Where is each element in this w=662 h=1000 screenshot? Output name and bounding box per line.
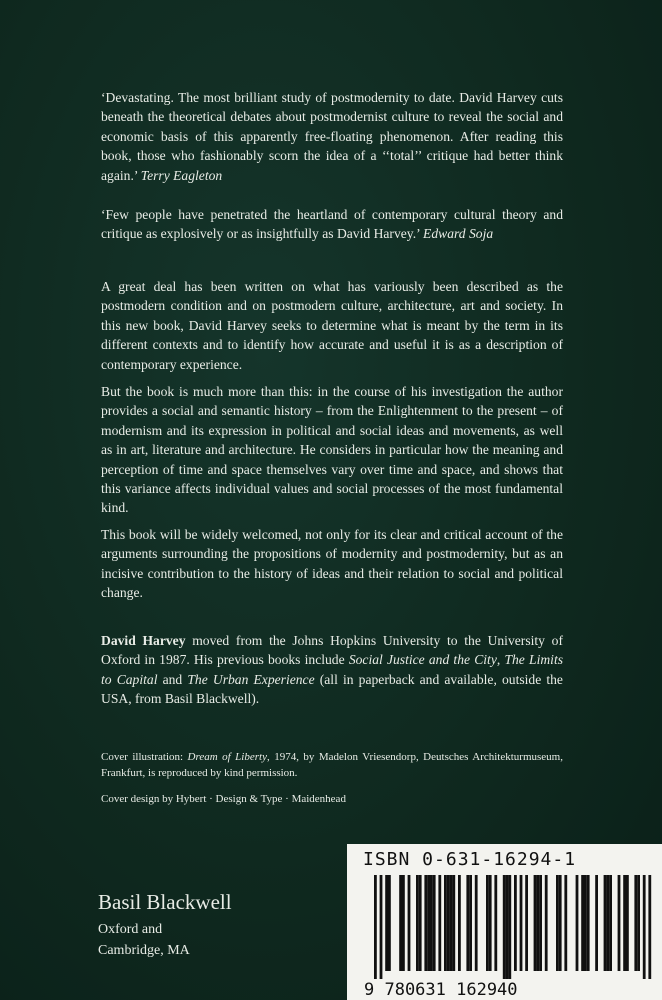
barcode-bar xyxy=(419,875,422,971)
barcode-bar xyxy=(466,875,469,971)
barcode-bar xyxy=(452,875,455,971)
barcode-bar xyxy=(399,875,402,971)
barcode-bar xyxy=(494,875,497,971)
barcode-bar xyxy=(539,875,542,971)
book-title: The Limits to Capital xyxy=(101,652,564,687)
publisher-imprint xyxy=(98,889,232,961)
barcode-icon xyxy=(360,873,660,998)
barcode-bar xyxy=(637,875,640,971)
isbn-label: ISBN 0-631-16294-1 xyxy=(363,849,577,870)
quote-author: Terry Eagleton xyxy=(140,167,223,183)
barcode-bar xyxy=(556,875,559,971)
barcode-bar xyxy=(545,875,548,971)
paragraph-text: A great deal has been written on what has variously been described as the postmodern condition and on postmodern culture, architecture, art and society. In this new book, David Harvey seeks to determine what is meant by the term in its different contexts and to identify how accurate and useful it is as a description of contemporary experience. xyxy=(101,279,563,372)
barcode-bar xyxy=(534,875,537,971)
bio-separator: , xyxy=(496,652,505,668)
description-paragraph-1 xyxy=(101,277,563,374)
bio-text: moved from the Johns Hopkins University to the University of Oxford in 1987. His previous books include xyxy=(101,633,563,668)
barcode-bar xyxy=(486,875,489,971)
barcode-bar xyxy=(424,875,427,971)
quote-soja xyxy=(101,205,563,244)
publisher-location xyxy=(98,919,232,961)
barcode-bar xyxy=(520,875,523,971)
bio-text: (all in paperback and available, outside the USA, from Basil Blackwell). xyxy=(101,671,563,707)
quote-text: ‘Few people have penetrated the heartland of contemporary cultural theory and critique as explosively or as insightfully as David Harvey.’ xyxy=(101,207,563,242)
bio-separator: and xyxy=(157,671,188,687)
credit-suffix: , 1974, by Madelon Vriesendorp, Deutsches Architekturmuseum, Frankfurt, is reproduced by kind permission. xyxy=(101,751,563,779)
barcode-digits: 9 780631 162940 xyxy=(364,980,518,998)
author-bio xyxy=(101,631,563,709)
cover-design-credit xyxy=(101,791,563,807)
barcode-bar xyxy=(380,875,383,979)
barcode-bar xyxy=(430,875,433,971)
barcode-bar xyxy=(506,875,509,979)
description-paragraph-2 xyxy=(101,382,563,518)
barcode-bar xyxy=(514,875,517,971)
barcode-bar xyxy=(584,875,587,971)
barcode-bar xyxy=(450,875,453,971)
barcode-bar xyxy=(525,875,528,971)
barcode-bar xyxy=(489,875,492,971)
barcode-bar xyxy=(626,875,629,971)
barcode-bar xyxy=(618,875,621,971)
barcode-bar xyxy=(623,875,626,971)
author-name: David Harvey xyxy=(101,633,186,648)
barcode-bar xyxy=(587,875,590,971)
illustration-title: Dream of Liberty xyxy=(187,751,267,763)
barcode-bar xyxy=(408,875,411,971)
barcode-bar xyxy=(634,875,637,971)
barcode-bar xyxy=(559,875,562,971)
barcode-bar xyxy=(458,875,461,971)
barcode-bar xyxy=(447,875,450,971)
cover-illustration-credit xyxy=(101,749,563,781)
barcode-bar xyxy=(604,875,607,971)
barcode-bar xyxy=(475,875,478,971)
paragraph-text: But the book is much more than this: in the course of his investigation the author provides a social and semantic history – from the Enlightenment to the present – of modernism and its expression in political and social ideas and movements, as well as in art, literature and architecture. He considers in particular how the meaning and perception of time and space themselves vary over time and space, and shows that this variance affects individual values and social processes of the most fundamental kind. xyxy=(101,384,563,516)
design-credit-text: Cover design by Hybert · Design & Type · Maidenhead xyxy=(101,793,346,805)
barcode-bar xyxy=(609,875,612,971)
credit-prefix: Cover illustration: xyxy=(101,751,188,763)
barcode-bar xyxy=(374,875,377,979)
paragraph-text: This book will be widely welcomed, not only for its clear and critical account of the arguments surrounding the propositions of modernity and postmodernity, but as an incisive contribution to the history of ideas and their relation to social and political change. xyxy=(101,527,563,601)
publisher-location-line: Oxford and xyxy=(98,922,163,937)
barcode-bar xyxy=(388,875,391,971)
barcode-bar xyxy=(536,875,539,971)
barcode-bar xyxy=(508,875,511,979)
book-title: Social Justice and the City xyxy=(348,652,497,668)
barcode-bar xyxy=(416,875,419,971)
quote-author: Edward Soja xyxy=(423,226,494,242)
barcode-bar xyxy=(564,875,567,971)
book-title: The Urban Experience xyxy=(187,671,315,687)
barcode-bar xyxy=(438,875,441,971)
barcode-bar xyxy=(444,875,447,971)
barcode-bar xyxy=(643,875,646,979)
barcode-bar xyxy=(581,875,584,971)
barcode-bar xyxy=(576,875,579,971)
barcode-bar xyxy=(606,875,609,971)
barcode-bar xyxy=(385,875,388,971)
quote-eagleton xyxy=(101,88,563,185)
barcode-bar xyxy=(648,875,651,979)
barcode-bar xyxy=(433,875,436,971)
barcode-bar xyxy=(427,875,430,971)
publisher-name: Basil Blackwell xyxy=(98,890,232,914)
barcode-bar xyxy=(402,875,405,971)
quote-text: ‘Devastating. The most brilliant study of postmodernity to date. David Harvey cuts beneath the theoretical debates about postmodernist culture to reveal the social and economic basis of this apparently free-floating phenomenon. After reading this book, those who fashionably scorn the idea of a ‘‘total’’ critique had better think again.’ xyxy=(101,90,563,183)
barcode-bar xyxy=(469,875,472,971)
publisher-location-line: Cambridge, MA xyxy=(98,943,190,958)
description-paragraph-3 xyxy=(101,525,563,603)
barcode-bar xyxy=(595,875,598,971)
barcode-bar xyxy=(503,875,506,979)
